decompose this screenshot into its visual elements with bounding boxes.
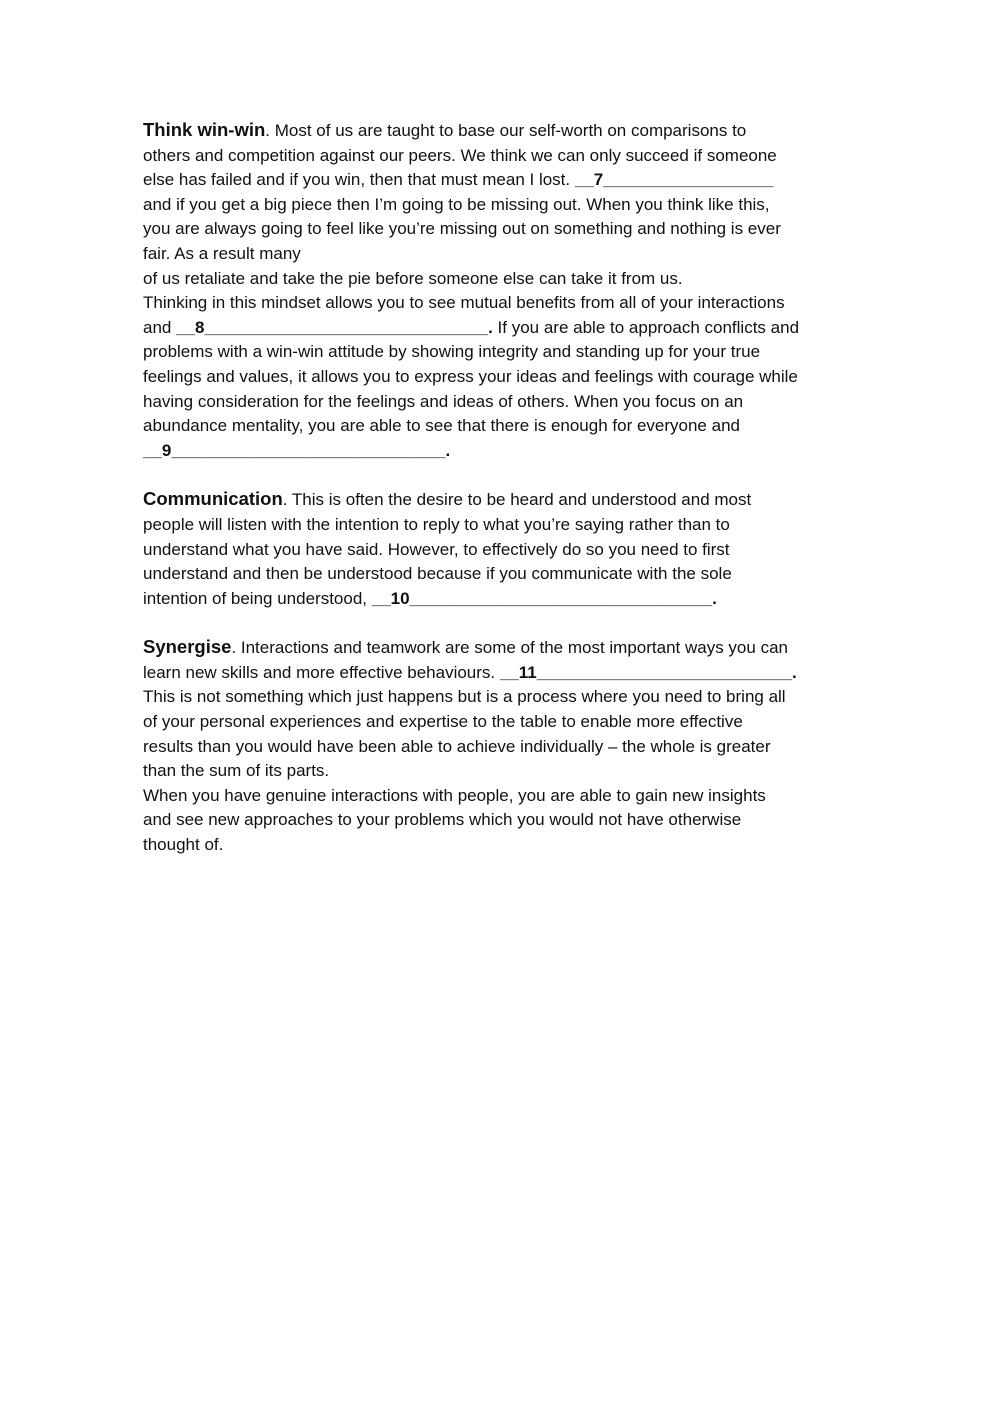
body-text: learn new skills and more effective behaviours.: [143, 662, 500, 682]
body-text: having consideration for the feelings and ideas of others. When you focus on an: [143, 391, 744, 411]
body-text: you are always going to feel like you’re missing out on something and nothing is ever: [143, 219, 781, 239]
section-synergise: [143, 635, 863, 857]
blank-10[interactable]: __10________________________________.: [371, 588, 717, 608]
body-text: and: [143, 317, 177, 337]
body-text: of us retaliate and take the pie before someone else can take it from us.: [143, 268, 683, 288]
section-think-win-win: [143, 118, 863, 463]
body-text: results than you would have been able to achieve individually – the whole is greater: [143, 736, 771, 756]
body-text: fair. As a result many: [143, 243, 301, 263]
blank-8[interactable]: __8______________________________.: [176, 317, 493, 337]
body-text: . Interactions and teamwork are some of the most important ways you can: [231, 638, 788, 658]
body-text: understand what you have said. However, to effectively do so you need to first: [143, 539, 730, 559]
body-text: and if you get a big piece then I’m going to be missing out. When you think like this,: [143, 194, 770, 214]
blank-11[interactable]: __11___________________________.: [499, 662, 797, 682]
section-heading: Think win-win: [143, 119, 266, 140]
body-text: . Most of us are taught to base our self-worth on comparisons to: [265, 121, 747, 140]
body-text: than the sum of its parts.: [143, 761, 330, 781]
blank-7[interactable]: __7__________________: [574, 170, 774, 190]
body-text: . This is often the desire to be heard and understood and most: [282, 490, 752, 510]
worksheet-page: [143, 118, 863, 882]
body-text: This is not something which just happens but is a process where you need to bring all: [143, 687, 786, 707]
body-text: understand and then be understood because if you communicate with the sole: [143, 564, 732, 584]
body-text: intention of being understood,: [143, 588, 372, 608]
blank-9[interactable]: __9_____________________________.: [143, 440, 451, 460]
body-text: problems with a win-win attitude by showing integrity and standing up for your true: [143, 342, 761, 362]
section-heading: Communication: [143, 488, 283, 510]
body-text: of your personal experiences and expertise to the table to enable more effective: [143, 712, 743, 732]
body-text: Thinking in this mindset allows you to see mutual benefits from all of your interactions: [143, 293, 785, 313]
body-text: else has failed and if you win, then that must mean I lost.: [143, 170, 575, 190]
section-heading: Synergise: [143, 636, 232, 658]
paragraph: [143, 635, 863, 857]
paragraph: [143, 487, 863, 611]
body-text: people will listen with the intention to reply to what you’re saying rather than to: [143, 514, 730, 534]
body-text: thought of.: [143, 835, 224, 855]
body-text: and see new approaches to your problems which you would not have otherwise: [143, 810, 742, 830]
paragraph: [143, 118, 863, 463]
body-text: feelings and values, it allows you to express your ideas and feelings with courage while: [143, 366, 798, 386]
body-text: abundance mentality, you are able to see that there is enough for everyone and: [143, 416, 740, 436]
body-text: If you are able to approach conflicts and: [492, 317, 800, 337]
body-text: When you have genuine interactions with people, you are able to gain new insights: [143, 785, 766, 805]
body-text: others and competition against our peers. We think we can only succeed if someone: [143, 145, 777, 165]
section-communication: [143, 487, 863, 611]
